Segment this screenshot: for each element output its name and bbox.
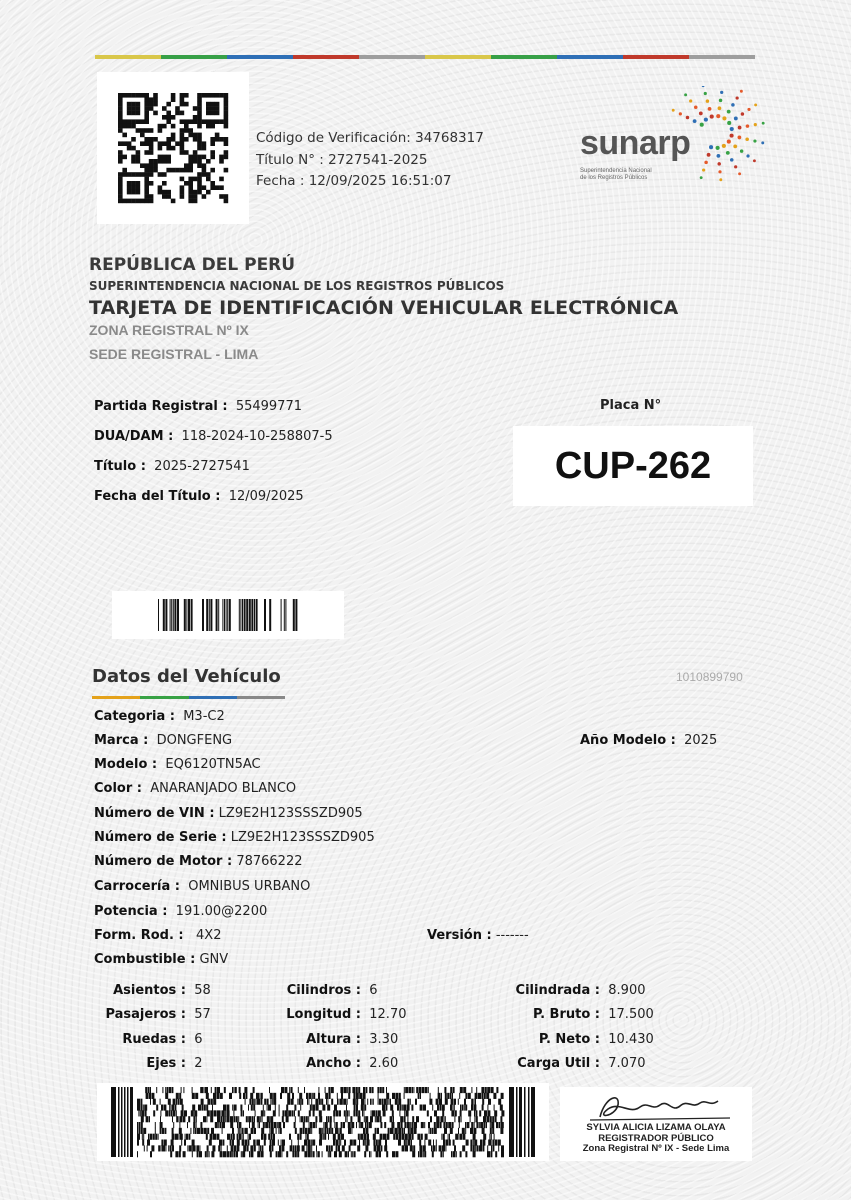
carga-util-value: 7.070 (608, 1056, 646, 1071)
spec-peso-bruto (500, 1007, 654, 1022)
partida-label: Partida Registral : (94, 399, 228, 414)
document-serial: 1010899790 (676, 670, 743, 684)
field-partida (94, 399, 302, 414)
field-vin (94, 806, 363, 821)
serie-label: Número de Serie : (94, 830, 227, 845)
version-value: ------- (495, 928, 529, 943)
cilindros-value: 6 (369, 983, 378, 998)
carroceria-value: OMNIBUS URBANO (188, 879, 311, 894)
verification-title-number: Título N° : 2727541-2025 (256, 151, 428, 168)
spec-asientos (96, 983, 211, 998)
anio-modelo-value: 2025 (684, 733, 718, 748)
vin-label: Número de VIN : (94, 806, 215, 821)
pdf417-barcode-graphic (97, 1083, 549, 1161)
field-fecha-titulo (94, 489, 304, 504)
spec-longitud (271, 1007, 406, 1022)
serie-value: LZ9E2H123SSSZD905 (230, 830, 375, 845)
sunarp-logo-text: sunarp (580, 124, 691, 162)
fecha-titulo-label: Fecha del Título : (94, 489, 221, 504)
stripe-segment (359, 55, 425, 59)
titulo-value: 2025-2727541 (154, 459, 250, 474)
form-rod-label: Form. Rod. : (94, 928, 184, 943)
field-dua (94, 429, 333, 444)
field-titulo (94, 459, 250, 474)
section-title-datos: Datos del Vehículo (92, 666, 281, 687)
field-potencia (94, 904, 267, 919)
verification-date: Fecha : 12/09/2025 16:51:07 (256, 173, 452, 189)
stripe-segment (689, 55, 755, 59)
field-motor (94, 854, 302, 869)
field-version (427, 928, 529, 943)
field-form-rod (94, 928, 221, 943)
placa-label: Placa N° (600, 398, 662, 413)
header-sede: SEDE REGISTRAL - LIMA (89, 346, 259, 362)
field-marca (94, 733, 232, 748)
stripe-segment (425, 55, 491, 59)
stripe-segment (293, 55, 359, 59)
longitud-label: Longitud : (286, 1007, 361, 1022)
stripe-segment (557, 55, 623, 59)
underline-segment (189, 696, 237, 699)
header-zona: ZONA REGISTRAL Nº IX (89, 322, 249, 338)
potencia-value: 191.00@2200 (175, 904, 268, 919)
field-modelo (94, 757, 261, 772)
peso-neto-value: 10.430 (608, 1032, 654, 1047)
cilindrada-label: Cilindrada : (515, 983, 600, 998)
ruedas-value: 6 (194, 1032, 203, 1047)
verification-block (256, 128, 484, 193)
stripe-segment (491, 55, 557, 59)
stripe-segment (623, 55, 689, 59)
spec-carga-util (500, 1056, 645, 1071)
longitud-value: 12.70 (369, 1007, 407, 1022)
header-tarjeta: TARJETA DE IDENTIFICACIÓN VEHICULAR ELECTRÓNICA (89, 297, 679, 319)
sunarp-logo-subtitle-1: Superintendencia Nacional (580, 168, 652, 174)
combustible-label: Combustible : (94, 952, 196, 967)
peso-bruto-value: 17.500 (608, 1007, 654, 1022)
peso-bruto-label: P. Bruto : (532, 1007, 600, 1022)
motor-label: Número de Motor : (94, 854, 233, 869)
cilindros-label: Cilindros : (286, 983, 361, 998)
ancho-value: 2.60 (369, 1056, 399, 1071)
placa-box (513, 426, 753, 506)
stripe-segment (95, 55, 161, 59)
potencia-label: Potencia : (94, 904, 168, 919)
signature-text (560, 1123, 752, 1155)
ejes-value: 2 (194, 1056, 203, 1071)
signature-zone: Zona Registral Nº IX - Sede Lima (582, 1143, 730, 1154)
barcode-small (112, 591, 344, 639)
stripe-segment (227, 55, 293, 59)
dua-label: DUA/DAM : (94, 429, 174, 444)
stripe-segment (161, 55, 227, 59)
header-republica: REPÚBLICA DEL PERÚ (89, 255, 296, 275)
placa-value: CUP-262 (554, 444, 712, 487)
motor-value: 78766222 (236, 854, 303, 869)
pdf417-barcode (97, 1083, 549, 1161)
carga-util-label: Carga Util : (517, 1056, 600, 1071)
cilindrada-value: 8.900 (608, 983, 646, 998)
color-value: ANARANJADO BLANCO (150, 781, 297, 796)
pasajeros-value: 57 (194, 1007, 211, 1022)
pasajeros-label: Pasajeros : (105, 1007, 186, 1022)
sunarp-logo-subtitle-2: de los Registros Públicos (580, 175, 648, 181)
version-label: Versión : (427, 928, 492, 943)
combustible-value: GNV (199, 952, 229, 967)
spec-ruedas (96, 1032, 203, 1047)
underline-segment (92, 696, 140, 699)
altura-label: Altura : (306, 1032, 361, 1047)
asientos-value: 58 (194, 983, 211, 998)
marca-label: Marca : (94, 733, 149, 748)
handwritten-signature (560, 1087, 752, 1127)
signature-role: REGISTRADOR PÚBLICO (598, 1132, 714, 1144)
top-color-stripe (95, 55, 755, 59)
signature-name: SYLVIA ALICIA LIZAMA OLAYA (586, 1122, 726, 1133)
dua-value: 118-2024-10-258807-5 (181, 429, 333, 444)
carroceria-label: Carrocería : (94, 879, 180, 894)
barcode-small-graphic (158, 599, 298, 631)
marca-value: DONGFENG (156, 733, 233, 748)
spec-ejes (96, 1056, 203, 1071)
spec-cilindros (271, 983, 378, 998)
modelo-value: EQ6120TN5AC (165, 757, 261, 772)
altura-value: 3.30 (369, 1032, 399, 1047)
fecha-titulo-value: 12/09/2025 (228, 489, 304, 504)
field-combustible (94, 952, 228, 967)
field-color (94, 781, 296, 796)
signature-block (560, 1087, 752, 1161)
ejes-label: Ejes : (146, 1056, 186, 1071)
spec-ancho (271, 1056, 398, 1071)
spec-peso-neto (500, 1032, 654, 1047)
field-anio-modelo (580, 733, 717, 748)
titulo-label: Título : (94, 459, 146, 474)
field-serie (94, 830, 375, 845)
underline-segment (237, 696, 285, 699)
qr-code-graphic (97, 72, 249, 224)
verification-code: Código de Verificación: 34768317 (256, 130, 484, 146)
header-superintendencia: SUPERINTENDENCIA NACIONAL DE LOS REGISTROS PÚBLICOS (89, 279, 505, 293)
asientos-label: Asientos : (113, 983, 186, 998)
partida-value: 55499771 (235, 399, 302, 414)
vin-value: LZ9E2H123SSSZD905 (218, 806, 363, 821)
sunarp-logo-subtitle (580, 168, 652, 182)
field-carroceria (94, 879, 310, 894)
categoria-label: Categoria : (94, 709, 175, 724)
qr-code (97, 72, 249, 224)
anio-modelo-label: Año Modelo : (580, 733, 676, 748)
spec-cilindrada (500, 983, 645, 998)
spec-pasajeros (96, 1007, 211, 1022)
sunarp-logo (566, 86, 766, 196)
ruedas-label: Ruedas : (122, 1032, 186, 1047)
modelo-label: Modelo : (94, 757, 158, 772)
color-label: Color : (94, 781, 142, 796)
form-rod-value: 4X2 (196, 928, 222, 943)
spec-altura (271, 1032, 398, 1047)
field-categoria (94, 709, 225, 724)
peso-neto-label: P. Neto : (538, 1032, 600, 1047)
categoria-value: M3-C2 (183, 709, 225, 724)
underline-segment (140, 696, 188, 699)
ancho-label: Ancho : (306, 1056, 361, 1071)
section-title-underline (92, 696, 285, 699)
